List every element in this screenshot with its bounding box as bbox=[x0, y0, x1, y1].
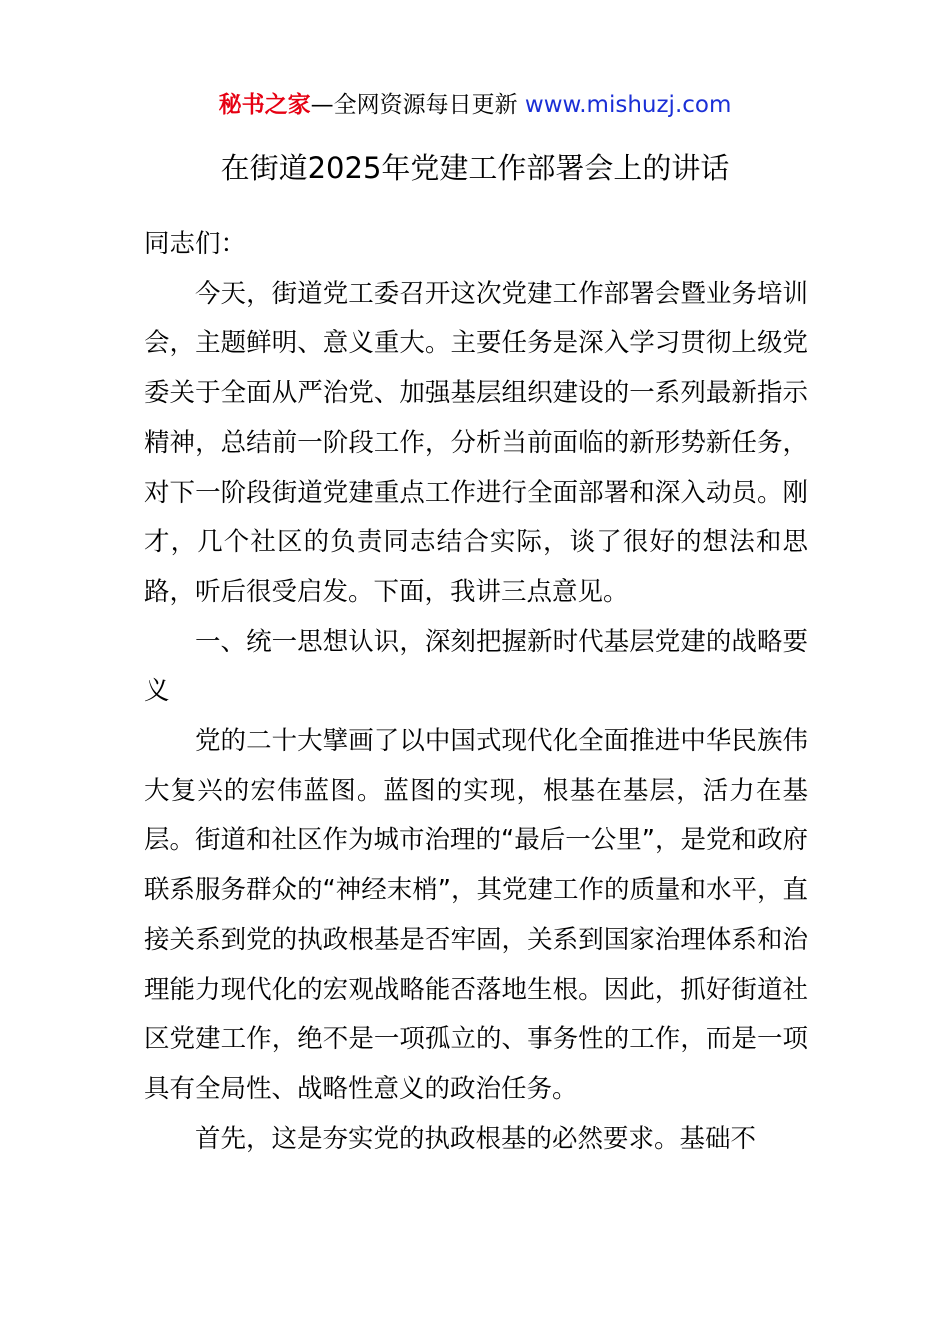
salutation: 同志们： bbox=[144, 229, 247, 259]
paragraph-section-1: 党的二十大擘画了以中国式现代化全面推进中华民族伟大复兴的宏伟蓝图。蓝图的实现，根基在基层，活力在基层。街道和社区作为城市治理的“最后一公里”，是党和政府联系服务群众的“神经末梢”，其党建工作的质量和水平，直接关系到党的执政根基是否牢固，关系到国家治理体系和治理能力现代化的宏观战略能否落地生根。因此，抓好街道社区党建工作，绝不是一项孤立的、事务性的工作，而是一项具有全局性、战略性意义的政治任务。 bbox=[144, 726, 808, 1104]
section-heading-1: 一、统一思想认识，深刻把握新时代基层党建的战略要义 bbox=[144, 626, 808, 707]
paragraph-first-point: 首先，这是夯实党的执政根基的必然要求。基础不 bbox=[195, 1123, 757, 1154]
site-brand: 秘书之家 bbox=[218, 92, 311, 118]
document-title: 在街道2025年党建工作部署会上的讲话 bbox=[220, 151, 730, 185]
document-body bbox=[144, 220, 808, 1164]
paragraph-intro: 今天，街道党工委召开这次党建工作部署会暨业务培训会，主题鲜明、意义重大。主要任务是深入学习贯彻上级党委关于全面从严治党、加强基层组织建设的一系列最新指示精神，总结前一阶段工作，分析当前面临的新形势新任务，对下一阶段街道党建重点工作进行全面部署和深入动员。刚才，几个社区的负责同志结合实际，谈了很好的想法和思路，听后很受启发。下面，我讲三点意见。 bbox=[144, 278, 808, 607]
site-tagline: —全网资源每日更新 bbox=[310, 92, 525, 118]
site-header bbox=[0, 88, 950, 122]
site-url-link[interactable]: www.mishuzj.com bbox=[524, 92, 732, 118]
